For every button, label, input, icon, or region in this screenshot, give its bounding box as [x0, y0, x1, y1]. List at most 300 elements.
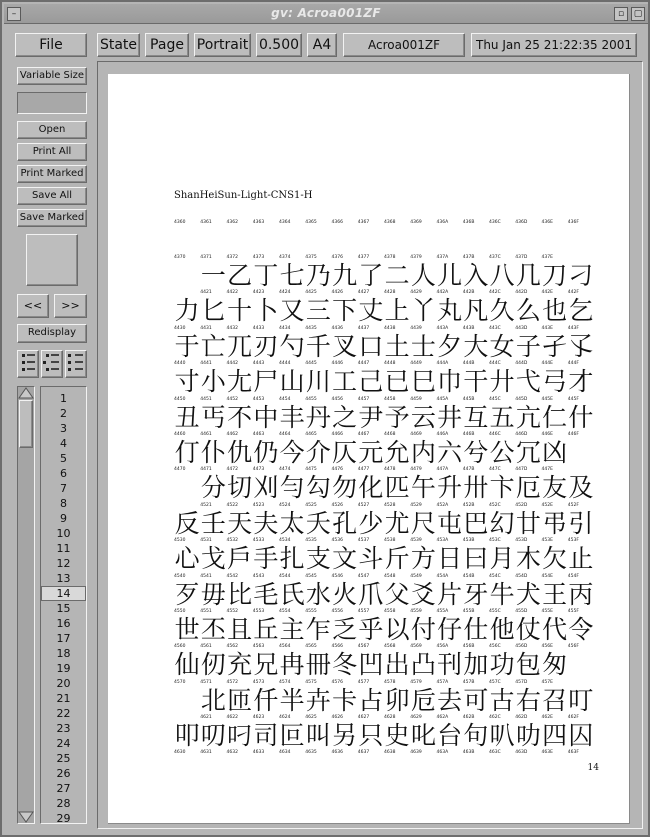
code-label: 4545	[305, 573, 317, 579]
code-label: 442E	[541, 290, 553, 296]
code-label	[568, 680, 594, 685]
code-label: 4474	[279, 467, 291, 473]
glyph: 女	[489, 331, 515, 361]
page-list-item[interactable]: 4	[60, 437, 67, 450]
code-label-row	[174, 255, 594, 260]
code-label: 4528	[384, 502, 396, 508]
code-label: 457B	[462, 679, 475, 685]
code-label: 4446	[331, 361, 343, 367]
page-list-item[interactable]: 7	[60, 482, 67, 495]
page-list-item[interactable]: 15	[56, 602, 71, 615]
code-label: 4579	[410, 679, 422, 685]
code-label: 444A	[436, 361, 449, 367]
code-label: 4429	[410, 290, 422, 296]
glyph: 尹	[358, 402, 384, 432]
code-label: 455B	[462, 609, 475, 614]
page-list-item[interactable]: 10	[56, 527, 71, 540]
page-list[interactable]	[40, 386, 87, 824]
code-label-row	[174, 361, 594, 366]
code-label: 436D	[515, 220, 528, 225]
code-label: 454F	[567, 573, 579, 579]
scroll-down-arrow-icon[interactable]	[18, 811, 34, 823]
save-all-button[interactable]: Save All	[17, 187, 87, 205]
glyph: 反	[174, 508, 200, 538]
redisplay-button[interactable]: Redisplay	[17, 324, 87, 343]
scroll-thumb[interactable]	[19, 400, 33, 448]
glyph: 丕	[200, 615, 226, 644]
page-list-item[interactable]: 2	[60, 407, 67, 420]
glyph: 大	[463, 331, 489, 361]
code-label: 436C	[489, 220, 501, 225]
code-label: 444D	[515, 361, 528, 367]
code-label: 456A	[436, 644, 449, 650]
page-list-item[interactable]: 19	[56, 662, 71, 675]
code-label-row	[174, 680, 594, 685]
code-label: 444E	[541, 361, 553, 367]
glyph: 木	[515, 544, 541, 574]
glyph: 介	[305, 438, 331, 467]
print-all-button[interactable]: Print All	[17, 143, 87, 161]
code-label: 462A	[436, 715, 449, 721]
glyph: 牛	[489, 579, 515, 609]
glyph: 壬	[200, 508, 226, 538]
glyph: 充	[227, 650, 253, 680]
page-list-item[interactable]: 29	[56, 812, 71, 824]
code-label: 4468	[384, 432, 396, 437]
glyph: 仍	[253, 438, 279, 467]
code-label: 437B	[462, 255, 475, 260]
glyph: 孑	[542, 331, 568, 361]
glyph: 乃	[305, 261, 331, 290]
glyph: 丑	[174, 402, 200, 432]
previous-page-button[interactable]: <<	[17, 294, 49, 318]
code-label: 452C	[489, 502, 501, 508]
code-label: 4422	[226, 290, 238, 296]
page-list-item[interactable]: 22	[56, 707, 71, 720]
glyph: 六	[437, 438, 463, 467]
glyph: 卅	[463, 473, 489, 503]
glyph: 比	[227, 579, 253, 609]
glyph: 王	[542, 579, 568, 609]
code-label: 462E	[541, 715, 553, 721]
glyph: 毋	[200, 579, 226, 609]
code-label: 4558	[384, 609, 396, 614]
glyph: 了	[358, 261, 384, 290]
code-label: 4577	[357, 679, 370, 685]
glyph: 乙	[227, 261, 253, 290]
code-label: 4434	[279, 325, 291, 331]
page-list-item[interactable]: 14	[41, 586, 86, 601]
code-label: 463D	[515, 749, 528, 755]
code-label: 4634	[279, 749, 291, 755]
glyph: 干	[463, 367, 489, 397]
code-label: 4466	[331, 432, 343, 437]
print-marked-button[interactable]: Print Marked	[17, 165, 87, 183]
code-label: 4426	[331, 290, 343, 296]
glyph: 只	[358, 721, 384, 751]
code-label: 444F	[567, 361, 579, 367]
code-label: 4522	[226, 502, 238, 508]
code-label-row	[174, 715, 594, 720]
code-label-row	[174, 432, 594, 437]
code-label: 4530	[174, 538, 186, 544]
code-label: 4554	[279, 609, 291, 614]
glyph: 己	[358, 367, 384, 397]
glyph: 斤	[384, 544, 410, 574]
glyph: 元	[358, 438, 384, 467]
code-label: 436F	[567, 220, 579, 225]
code-label: 4570	[174, 679, 186, 685]
page-list-item[interactable]: 24	[56, 737, 71, 750]
glyph: 卜	[253, 296, 279, 326]
glyph: 占	[358, 685, 384, 715]
save-marked-button[interactable]: Save Marked	[17, 209, 87, 227]
code-label: 453E	[541, 538, 553, 544]
glyph: 尺	[410, 508, 436, 538]
code-label: 453F	[567, 538, 579, 544]
glyph: 丁	[253, 261, 279, 290]
glyph: 牙	[463, 579, 489, 609]
code-label: 4564	[279, 644, 291, 650]
media-menu-button[interactable]: A4	[307, 33, 337, 57]
maximize-button[interactable]: ▢	[631, 7, 645, 21]
glyph: 公	[489, 438, 515, 467]
glyph: 分	[200, 473, 226, 503]
glyph-row	[174, 722, 594, 750]
code-label: 445E	[541, 396, 553, 402]
glyph: 三	[305, 296, 331, 326]
glyph: 弓	[542, 367, 568, 397]
glyph: 欠	[542, 544, 568, 574]
code-label: 4631	[200, 749, 212, 755]
code-label: 463E	[541, 749, 553, 755]
page-list-item[interactable]: 21	[56, 692, 71, 705]
code-label: 4430	[174, 325, 186, 331]
code-label: 4566	[331, 644, 343, 650]
toggle-marks-button[interactable]	[65, 350, 87, 378]
glyph: 氏	[279, 579, 305, 609]
code-label: 4551	[200, 609, 212, 614]
page-list-item[interactable]: 17	[56, 632, 71, 645]
page-list-item[interactable]: 25	[56, 752, 71, 765]
code-label: 4437	[357, 325, 370, 331]
code-label: 452B	[462, 502, 475, 508]
glyph	[174, 687, 200, 715]
code-label: 457E	[541, 679, 553, 685]
scale-menu-button[interactable]: 0.500	[256, 33, 302, 57]
glyph: 允	[384, 438, 410, 467]
glyph: 卡	[332, 685, 358, 715]
orientation-menu-button[interactable]: Portrait	[194, 33, 251, 57]
page-panner[interactable]	[26, 234, 78, 286]
glyph	[174, 262, 200, 290]
code-label: 463C	[489, 749, 501, 755]
code-label: 4532	[226, 538, 238, 544]
glyph: 仄	[332, 438, 358, 467]
code-label: 4421	[200, 290, 212, 296]
code-label: 4563	[252, 644, 265, 650]
code-label: 4360	[174, 220, 186, 225]
code-label: 4533	[252, 538, 265, 544]
glyph: 月	[489, 544, 515, 574]
code-label: 4555	[305, 609, 317, 614]
code-label: 442F	[567, 290, 579, 296]
page-list-item[interactable]: 9	[60, 512, 67, 525]
glyph: 尢	[227, 367, 253, 397]
code-label: 4538	[384, 538, 396, 544]
glyph: 四	[542, 721, 568, 751]
glyph: 上	[384, 296, 410, 326]
glyph: 以	[384, 615, 410, 644]
glyph: 下	[332, 296, 358, 326]
glyph-row	[174, 687, 594, 715]
glyph: 亢	[515, 402, 541, 432]
code-label: 4457	[357, 396, 370, 402]
code-label: 445D	[515, 396, 528, 402]
code-label: 4578	[384, 679, 396, 685]
code-label: 463B	[462, 749, 475, 755]
code-label: 4569	[410, 644, 422, 650]
code-label: 4638	[384, 749, 396, 755]
glyph-row	[174, 510, 594, 538]
code-label: 443F	[567, 325, 579, 331]
code-label: 4531	[200, 538, 212, 544]
code-label: 4629	[410, 715, 422, 721]
code-label: 4425	[305, 290, 317, 296]
code-label: 4576	[331, 679, 343, 685]
code-label: 4427	[357, 290, 370, 296]
code-label: 4526	[331, 502, 343, 508]
code-label: 4637	[357, 749, 370, 755]
code-label: 452E	[541, 502, 553, 508]
page-list-item[interactable]: 11	[56, 542, 71, 555]
glyph: 叨	[200, 721, 226, 751]
glyph: 丹	[305, 402, 331, 432]
code-label: 4366	[331, 220, 343, 225]
code-label: 462D	[515, 715, 528, 721]
document-page	[108, 74, 630, 824]
glyph: 八	[489, 261, 515, 290]
code-label: 4367	[357, 220, 370, 225]
mark-odd-pages-button[interactable]	[17, 350, 39, 378]
glyph: 仃	[174, 438, 200, 467]
page-list-item[interactable]: 8	[60, 497, 67, 510]
glyph: 可	[463, 685, 489, 715]
glyph: 叻	[515, 721, 541, 751]
code-label: 4447	[357, 361, 370, 367]
glyph: 乞	[568, 296, 594, 326]
code-label: 447A	[436, 467, 449, 473]
code-label: 4472	[226, 467, 238, 473]
code-label: 4423	[252, 290, 265, 296]
glyph: 尸	[253, 367, 279, 397]
glyph: 卮	[410, 685, 436, 715]
page-list-item[interactable]: 5	[60, 452, 67, 465]
page-list-item[interactable]: 12	[56, 557, 71, 570]
code-label: 4568	[384, 644, 396, 650]
code-label: 4433	[252, 325, 265, 331]
glyph-row	[174, 474, 594, 502]
page-list-scrollbar[interactable]	[17, 386, 35, 824]
code-label: 4527	[357, 502, 370, 508]
code-label: 4541	[200, 573, 212, 579]
code-label-row	[174, 609, 594, 614]
glyph: 卞	[489, 473, 515, 503]
glyph: 天	[227, 508, 253, 538]
page-list-item[interactable]: 23	[56, 722, 71, 735]
glyph: 叵	[279, 721, 305, 751]
glyph: 叮	[568, 685, 594, 715]
glyph: 司	[253, 721, 279, 751]
code-label: 4465	[305, 432, 317, 437]
glyph: 叉	[332, 331, 358, 361]
glyph: 什	[568, 402, 594, 432]
code-label: 4476	[331, 467, 343, 473]
glyph: 方	[410, 544, 436, 574]
glyph: 水	[305, 579, 331, 609]
glyph: 扎	[279, 544, 305, 574]
page-list-item[interactable]: 13	[56, 572, 71, 585]
code-label: 455A	[436, 609, 449, 614]
code-label: 4550	[174, 609, 186, 614]
glyph-row	[174, 262, 594, 290]
glyph: 已	[384, 367, 410, 397]
code-label-row	[174, 574, 594, 579]
next-page-button[interactable]: >>	[54, 294, 87, 318]
page-list-item[interactable]: 28	[56, 797, 71, 810]
code-label: 455F	[567, 609, 579, 614]
page-list-item[interactable]: 27	[56, 782, 71, 795]
glyph: 戈	[200, 544, 226, 574]
glyph: 仞	[200, 650, 226, 680]
code-label: 4454	[279, 396, 291, 402]
mark-even-pages-button[interactable]	[41, 350, 63, 378]
code-label: 4627	[357, 715, 370, 721]
glyph: 尤	[384, 508, 410, 538]
code-label: 4361	[200, 220, 212, 225]
page-list-item[interactable]: 3	[60, 422, 67, 435]
page-menu-button[interactable]: Page	[145, 33, 189, 57]
code-label: 4626	[331, 715, 343, 721]
glyph: 士	[410, 331, 436, 361]
code-label: 445F	[567, 396, 579, 402]
code-label	[568, 467, 594, 472]
code-label: 4375	[305, 255, 317, 260]
glyph: 人	[410, 261, 436, 290]
code-label	[174, 715, 200, 720]
glyph: 冬	[332, 650, 358, 680]
code-label: 4567	[357, 644, 370, 650]
code-label: 445B	[462, 396, 475, 402]
code-label-row	[174, 326, 594, 331]
glyph: 互	[463, 402, 489, 432]
open-button[interactable]: Open	[17, 121, 87, 139]
location-readout	[17, 92, 87, 114]
glyph: 引	[568, 508, 594, 538]
minimize-button[interactable]: ▫	[614, 7, 628, 21]
glyph: 出	[384, 650, 410, 680]
page-list-item[interactable]: 20	[56, 677, 71, 690]
variable-size-button[interactable]: Variable Size	[17, 67, 87, 85]
code-label: 4624	[279, 715, 291, 721]
code-label: 452F	[567, 502, 579, 508]
code-label: 4456	[331, 396, 343, 402]
page-list-item[interactable]: 1	[60, 392, 67, 405]
glyph: 丫	[410, 296, 436, 326]
glyph: 勾	[305, 473, 331, 503]
code-label: 462F	[567, 715, 579, 721]
code-label: 4524	[279, 502, 291, 508]
glyph: 乏	[332, 615, 358, 644]
document-viewport[interactable]	[97, 61, 643, 829]
code-label: 4548	[384, 573, 396, 579]
glyph: 刀	[542, 261, 568, 290]
page-list-item[interactable]: 16	[56, 617, 71, 630]
window-menu-button[interactable]: –	[7, 7, 21, 21]
code-label: 4543	[252, 573, 265, 579]
file-menu-button[interactable]: File	[15, 33, 87, 57]
code-label: 4630	[174, 749, 186, 755]
glyph: 凡	[463, 296, 489, 326]
code-label: 4462	[226, 432, 238, 437]
glyph: 久	[489, 296, 515, 326]
glyph: 土	[384, 331, 410, 361]
glyph: 丸	[437, 296, 463, 326]
scroll-up-arrow-icon[interactable]	[18, 387, 34, 399]
code-label	[568, 255, 594, 260]
code-label: 4376	[331, 255, 343, 260]
code-label: 4539	[410, 538, 422, 544]
glyph: 孔	[332, 508, 358, 538]
code-label: 453B	[462, 538, 475, 544]
glyph: 兄	[253, 650, 279, 680]
mark-even-icon	[42, 351, 62, 377]
title-bar[interactable]	[4, 4, 648, 24]
glyph-row	[174, 404, 594, 432]
glyph: 屯	[437, 508, 463, 538]
code-label: 455C	[489, 609, 501, 614]
glyph: 巳	[410, 367, 436, 397]
code-label: 4436	[331, 325, 343, 331]
glyph: 二	[384, 261, 410, 290]
code-label: 4623	[252, 715, 265, 721]
page-list-item[interactable]: 18	[56, 647, 71, 660]
glyph: 今	[279, 438, 305, 467]
code-label: 4542	[226, 573, 238, 579]
code-label: 447B	[462, 467, 475, 473]
glyph: 世	[174, 615, 200, 644]
page-list-item[interactable]: 6	[60, 467, 67, 480]
glyph: 仁	[542, 402, 568, 432]
code-label: 4553	[252, 609, 265, 614]
glyph: 匹	[384, 473, 410, 503]
code-label: 4477	[357, 467, 370, 473]
glyph: 井	[437, 402, 463, 432]
filename-display: Acroa001ZF	[343, 33, 465, 57]
glyph: 古	[489, 685, 515, 715]
code-label: 4374	[279, 255, 291, 260]
glyph: 刃	[253, 331, 279, 361]
glyph: 兀	[227, 331, 253, 361]
code-label: 4572	[226, 679, 238, 685]
code-label: 452A	[436, 502, 449, 508]
glyph: 内	[410, 438, 436, 467]
page-list-item[interactable]: 26	[56, 767, 71, 780]
code-label: 4464	[279, 432, 291, 437]
code-label: 4377	[357, 255, 370, 260]
state-menu-button[interactable]: State	[97, 33, 140, 57]
code-label: 4467	[357, 432, 370, 437]
